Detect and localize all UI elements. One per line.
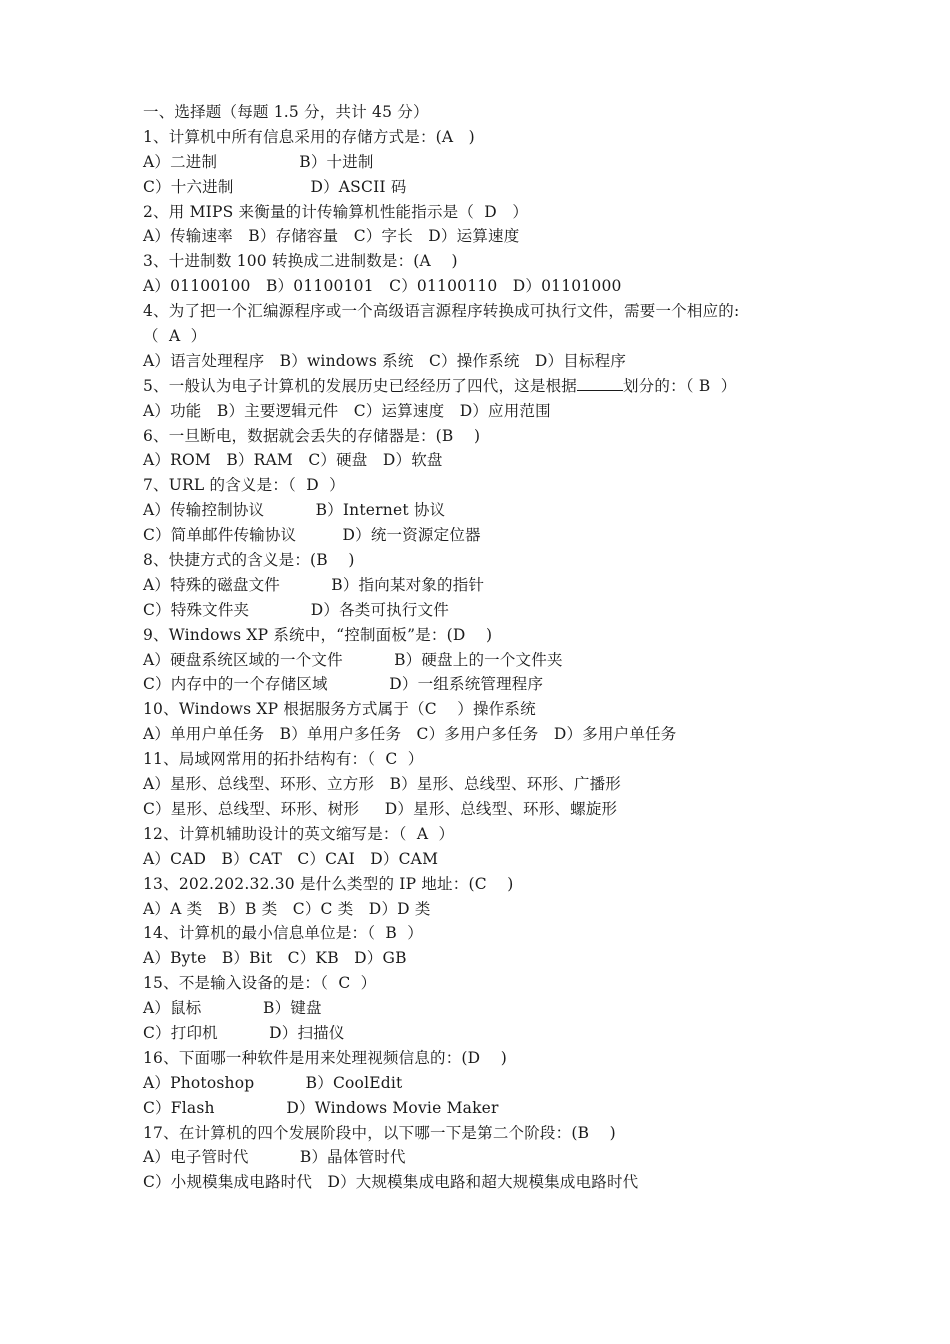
question-9: 9、Windows XP 系统中，“控制面板”是：(D )	[143, 625, 493, 644]
question-1: 1、计算机中所有信息采用的存储方式是：(A )	[143, 127, 475, 146]
question-15: 15、不是输入设备的是：（ C ）	[143, 974, 377, 993]
question-8-options-a-b: A）特殊的磁盘文件 B）指向某对象的指针	[143, 575, 485, 594]
question-11-options-a-b: A）星形、总线型、环形、立方形 B）星形、总线型、环形、广播形	[143, 775, 621, 794]
question-15-options-a-b: A）鼠标 B）键盘	[143, 999, 322, 1018]
question-5-options: A）功能 B）主要逻辑元件 C）运算速度 D）应用范围	[143, 401, 551, 420]
question-8: 8、快捷方式的含义是：(B )	[143, 551, 355, 570]
question-8-options-c-d: C）特殊文件夹 D）各类可执行文件	[143, 600, 450, 619]
question-5-stem: 5、一般认为电子计算机的发展历史已经经历了四代，这是根据	[143, 376, 577, 395]
question-16-options-c-d: C）Flash D）Windows Movie Maker	[143, 1098, 499, 1117]
question-2-options: A）传输速率 B）存储容量 C）字长 D）运算速度	[143, 227, 520, 246]
question-14-options: A）Byte B）Bit C）KB D）GB	[143, 949, 407, 968]
question-9-options-a-b: A）硬盘系统区域的一个文件 B）硬盘上的一个文件夹	[143, 650, 563, 669]
question-17-options-a-b: A）电子管时代 B）晶体管时代	[143, 1148, 406, 1167]
question-7-options-c-d: C）简单邮件传输协议 D）统一资源定位器	[143, 526, 481, 545]
question-3: 3、十进制数 100 转换成二进制数是：(A )	[143, 252, 458, 271]
question-10-options: A）单用户单任务 B）单用户多任务 C）多用户多任务 D）多用户单任务	[143, 725, 677, 744]
question-16: 16、下面哪一种软件是用来处理视频信息的：(D )	[143, 1048, 508, 1067]
question-4-answer: （ A ）	[143, 327, 207, 346]
question-12-options: A）CAD B）CAT C）CAI D）CAM	[143, 849, 439, 868]
fill-in-blank	[577, 376, 623, 391]
question-6-options: A）ROM B）RAM C）硬盘 D）软盘	[143, 451, 443, 470]
section-heading: 一、选择题（每题 1.5 分，共计 45 分）	[143, 103, 429, 121]
question-7: 7、URL 的含义是：（ D ）	[143, 476, 345, 495]
question-7-options-a-b: A）传输控制协议 B）Internet 协议	[143, 501, 446, 520]
question-1-options-a-b: A）二进制 B）十进制	[143, 152, 374, 171]
question-11: 11、局域网常用的拓扑结构有：（ C ）	[143, 750, 424, 769]
question-3-options: A）01100100 B）01100101 C）01100110 D）01101000	[143, 277, 622, 296]
question-6: 6、一旦断电，数据就会丢失的存储器是：(B )	[143, 426, 481, 445]
question-5-tail: 划分的：（ B ）	[622, 376, 737, 395]
question-17: 17、在计算机的四个发展阶段中，以下哪一下是第二个阶段：(B )	[143, 1123, 616, 1142]
question-13-options: A）A 类 B）B 类 C）C 类 D）D 类	[143, 899, 431, 918]
question-16-options-a-b: A）Photoshop B）CoolEdit	[143, 1073, 403, 1092]
exam-page	[143, 100, 823, 1195]
question-4: 4、为了把一个汇编源程序或一个高级语言源程序转换成可执行文件，需要一个相应的:	[143, 302, 740, 321]
question-10: 10、Windows XP 根据服务方式属于（C ）操作系统	[143, 700, 536, 719]
question-4-options: A）语言处理程序 B）windows 系统 C）操作系统 D）目标程序	[143, 351, 627, 370]
question-2: 2、用 MIPS 来衡量的计传输算机性能指示是（ D ）	[143, 202, 529, 221]
question-11-options-c-d: C）星形、总线型、环形、树形 D）星形、总线型、环形、螺旋形	[143, 799, 618, 818]
question-13: 13、202.202.32.30 是什么类型的 IP 地址：(C )	[143, 874, 514, 893]
question-17-options-c-d: C）小规模集成电路时代 D）大规模集成电路和超大规模集成电路时代	[143, 1173, 639, 1192]
question-14: 14、计算机的最小信息单位是：（ B ）	[143, 924, 423, 943]
question-5	[143, 374, 823, 399]
question-1-options-c-d: C）十六进制 D）ASCII 码	[143, 177, 407, 196]
question-9-options-c-d: C）内存中的一个存储区域 D）一组系统管理程序	[143, 675, 544, 694]
question-12: 12、计算机辅助设计的英文缩写是：（ A ）	[143, 824, 455, 843]
question-15-options-c-d: C）打印机 D）扫描仪	[143, 1023, 345, 1042]
